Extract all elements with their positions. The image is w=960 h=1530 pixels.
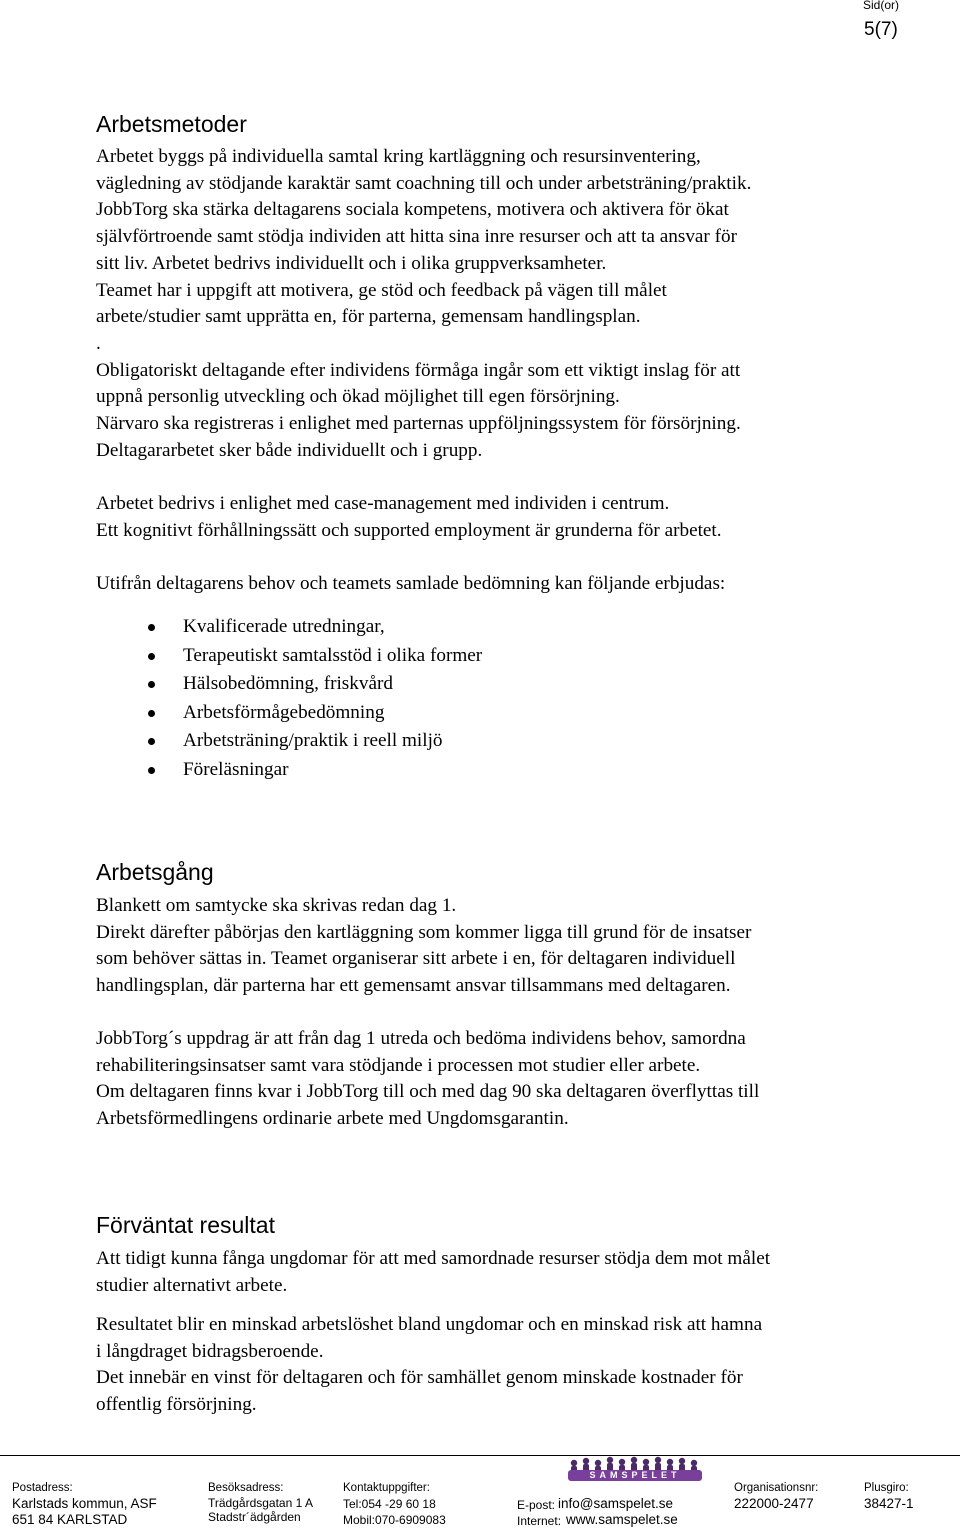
bullet-icon xyxy=(148,767,155,774)
text-line: JobbTorg´s uppdrag är att från dag 1 utreda och bedöma individens behov, samordna xyxy=(96,1028,746,1049)
email-link[interactable]: info@samspelet.se xyxy=(558,1496,674,1511)
text-line: Teamet har i uppgift att motivera, ge stöd och feedback på vägen till målet xyxy=(96,279,667,301)
forvantat-paragraph-1 xyxy=(96,1246,926,1299)
bullet-icon xyxy=(148,653,155,660)
text-line: Arbetet byggs på individuella samtal kring kartläggning och resursinventering, xyxy=(96,146,701,167)
footer xyxy=(0,1455,960,1530)
text-line: Blankett om samtycke ska skrivas redan dag 1. xyxy=(96,895,457,916)
bullet-icon xyxy=(148,710,155,717)
text-line: Det innebär en vinst för deltagaren och för samhället genom minskade kostnader för xyxy=(96,1367,743,1389)
text-line: . xyxy=(96,332,101,354)
list-item: Terapeutiskt samtalsstöd i olika former xyxy=(148,642,482,671)
internet-label: Internet: xyxy=(517,1514,562,1528)
text-line: sitt liv. Arbetet bedrivs individuellt och i olika gruppverksamheter. xyxy=(96,252,607,274)
postadress-label: Postadress: xyxy=(12,1482,73,1494)
phone-number: Tel:054 -29 60 18 xyxy=(343,1497,436,1511)
text-line: Arbetet bedrivs i enlighet med case-management med individen i centrum. xyxy=(96,493,670,514)
text-line: uppnå personlig utveckling och ökad möjlighet till egen försörjning. xyxy=(96,386,620,408)
text-line: Att tidigt kunna fånga ungdomar för att med samordnade resurser stödja dem mot målet xyxy=(96,1248,771,1269)
plusgiro-number: 38427-1 xyxy=(864,1496,914,1511)
arbetsgang-paragraph-2 xyxy=(96,1026,926,1133)
page-label: Sid(or) xyxy=(863,0,900,12)
arbetsgang-paragraph-1 xyxy=(96,893,926,1000)
postadress-line-1: Karlstads kommun, ASF xyxy=(12,1496,157,1511)
text-line: Direkt därefter påbörjas den kartläggning som kommer ligga till grund för de insatser xyxy=(96,921,752,943)
samspelet-logo xyxy=(566,1456,706,1492)
offer-intro: Utifrån deltagarens behov och teamets samlade bedömning kan följande erbjudas: xyxy=(96,573,726,594)
org-number-label: Organisationsnr: xyxy=(734,1482,819,1494)
text-line: Obligatoriskt deltagande efter individens förmåga ingår som ett viktigt inslag för att xyxy=(96,359,741,381)
text-line: handlingsplan, där parterna har ett gemensamt ansvar tillsammans med deltagaren. xyxy=(96,975,731,997)
website-link[interactable]: www.samspelet.se xyxy=(566,1512,678,1527)
text-line: arbete/studier samt upprätta en, för parterna, gemensam handlingsplan. xyxy=(96,306,641,328)
list-item: Föreläsningar xyxy=(148,756,482,785)
text-line: Deltagararbetet sker både individuellt och i grupp. xyxy=(96,439,483,461)
arbetsmetoder-paragraph-2 xyxy=(96,491,926,544)
list-item: Arbetsförmågebedömning xyxy=(148,699,482,728)
arbetsmetoder-paragraph-3 xyxy=(96,571,926,598)
bullet-icon xyxy=(148,738,155,745)
bullet-icon xyxy=(148,681,155,688)
text-line: rehabiliteringsinsatser samt vara stödjande i processen mot studier eller arbete. xyxy=(96,1054,701,1076)
arbetsmetoder-paragraph-1 xyxy=(96,144,926,464)
email-label: E-post: xyxy=(517,1498,556,1512)
forvantat-paragraph-2 xyxy=(96,1312,926,1419)
besoksadress-label: Besöksadress: xyxy=(208,1482,284,1494)
text-line: Om deltagaren finns kvar i JobbTorg till och med dag 90 ska deltagaren överflyttas till xyxy=(96,1081,760,1103)
text-line: Resultatet blir en minskad arbetslöshet bland ungdomar och en minskad risk att hamna xyxy=(96,1314,763,1335)
section-title-arbetsgang: Arbetsgång xyxy=(96,859,214,885)
mobile-number: Mobil:070-6909083 xyxy=(343,1513,446,1527)
section-title-arbetsmetoder: Arbetsmetoder xyxy=(96,111,247,137)
plusgiro-label: Plusgiro: xyxy=(864,1482,909,1494)
text-line: vägledning av stödjande karaktär samt coachning till och under arbetsträning/praktik. xyxy=(96,172,752,194)
postadress-line-2: 651 84 KARLSTAD xyxy=(12,1512,128,1527)
text-line: Ett kognitivt förhållningssätt och supported employment är grunderna för arbetet. xyxy=(96,519,722,541)
logo-text: SAMSPELET xyxy=(589,1470,681,1480)
section-title-forvantat-resultat: Förväntat resultat xyxy=(96,1212,275,1238)
text-line: självförtroende samt stödja individen att hitta sina inre resurser och att ta ansvar för xyxy=(96,226,737,248)
text-line: Arbetsförmedlingens ordinarie arbete med Ungdomsgarantin. xyxy=(96,1108,569,1130)
text-line: offentlig försörjning. xyxy=(96,1394,257,1416)
bullet-icon xyxy=(148,624,155,631)
text-line: JobbTorg ska stärka deltagarens sociala kompetens, motivera och aktivera för ökat xyxy=(96,199,729,221)
kontakt-label: Kontaktuppgifter: xyxy=(343,1482,430,1494)
besoksadress-line-2: Stadstr´ädgården xyxy=(208,1510,301,1524)
besoksadress-line-1: Trädgårdsgatan 1 A xyxy=(208,1496,313,1510)
org-number: 222000-2477 xyxy=(734,1496,814,1511)
list-item: Kvalificerade utredningar, xyxy=(148,613,482,642)
text-line: Närvaro ska registreras i enlighet med parternas uppföljningssystem för försörjning. xyxy=(96,413,741,435)
page-number: 5(7) xyxy=(864,19,898,40)
offer-list xyxy=(148,613,482,784)
list-item: Hälsobedömning, friskvård xyxy=(148,670,482,699)
text-line: i långdraget bidragsberoende. xyxy=(96,1340,324,1362)
text-line: som behöver sättas in. Teamet organiserar sitt arbete i en, för deltagaren individuell xyxy=(96,948,736,970)
text-line: studier alternativt arbete. xyxy=(96,1274,288,1296)
list-item: Arbetsträning/praktik i reell miljö xyxy=(148,727,482,756)
